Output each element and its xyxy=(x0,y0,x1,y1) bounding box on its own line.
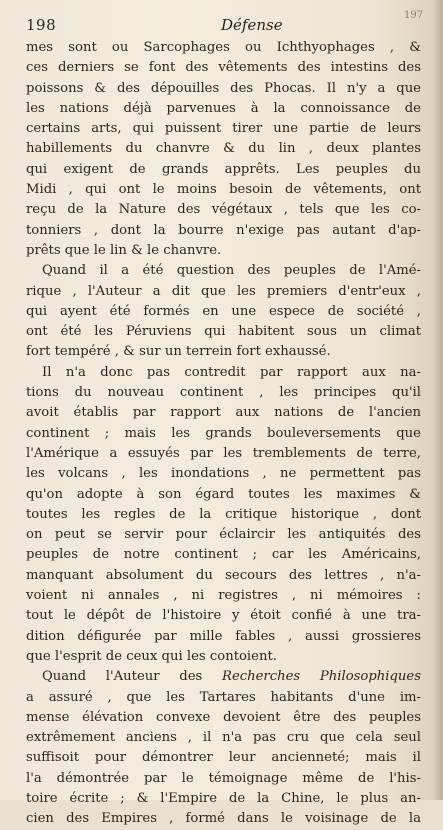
text-line-content: voient ni annales , ni registres , ni mémoires : xyxy=(26,588,421,604)
text-line-content: fort tempéré , & sur un terrein fort exhaussé. xyxy=(26,344,331,360)
text-line xyxy=(26,545,421,565)
text-line xyxy=(26,809,421,829)
text-line-content: prêts que le lin & le chanvre. xyxy=(26,242,222,258)
text-line xyxy=(26,200,421,220)
text-line xyxy=(26,789,421,809)
text-line-content: mense élévation convexe devoient être des peuples xyxy=(26,709,421,725)
text-line-content: qu'on adopte à son égard toutes les maximes & xyxy=(26,486,421,502)
text-line xyxy=(26,119,421,139)
text-line-content: avoit établis par rapport aux nations de l'ancien xyxy=(26,405,421,421)
text-line-content: les nations déjà parvenues à la connoissance de xyxy=(26,100,421,116)
text-line-content: ces derniers se font des vêtements des intestins des xyxy=(26,60,421,76)
text-line-content: qui ayent été formés en une espece de société , xyxy=(26,303,421,319)
text-line xyxy=(26,586,421,606)
text-line-content: certains arts, qui puissent tirer une partie de leurs xyxy=(26,121,421,137)
text-line xyxy=(26,363,421,383)
text-line xyxy=(26,79,421,99)
text-line-content: continent ; mais les grands bouleversements que xyxy=(26,425,421,441)
text-line xyxy=(26,688,421,708)
text-line xyxy=(26,221,421,241)
text-line-content: que l'esprit de ceux qui les contoient. xyxy=(26,648,277,664)
text-line-content: on peut se servir pour éclaircir les antiquités des xyxy=(26,527,421,543)
text-line xyxy=(26,485,421,505)
text-line xyxy=(26,241,421,261)
text-line-content: toutes les regles de la critique historique , dont xyxy=(26,506,421,522)
text-line-content: habillements du chanvre & du lin , deux plantes xyxy=(26,141,421,157)
text-line xyxy=(26,342,421,362)
folio-mark: 197 xyxy=(404,10,424,21)
text-line-content: a assuré , que les Tartares habitants d'une im- xyxy=(26,689,421,705)
text-line-content: Il n'a donc pas contredit par rapport aux na- xyxy=(42,364,421,380)
text-line xyxy=(26,525,421,545)
text-line xyxy=(26,282,421,302)
text-line xyxy=(26,464,421,484)
text-line xyxy=(26,444,421,464)
text-line-content: manquant absolument du secours des lettres , n'a- xyxy=(26,567,421,583)
text-line xyxy=(26,606,421,626)
text-line-content: mes sont ou Sarcophages ou Ichthyophages , & xyxy=(26,40,421,55)
text-line xyxy=(26,383,421,403)
text-line xyxy=(26,667,421,687)
text-line xyxy=(26,647,421,667)
text-line xyxy=(26,261,421,281)
text-line xyxy=(26,322,421,342)
text-line xyxy=(26,566,421,586)
text-line xyxy=(26,302,421,322)
text-line xyxy=(26,38,421,58)
text-line-content: l'a démontrée par le témoignage même de l'his- xyxy=(26,770,421,786)
text-line-content: qui exigent de grands apprêts. Les peuples du xyxy=(26,161,421,177)
text-line xyxy=(26,99,421,119)
text-line-content: tonniers , dont la bourre n'exige pas autant d'ap- xyxy=(26,222,421,238)
text-line xyxy=(26,180,421,200)
text-line xyxy=(26,769,421,789)
page-edge-shadow xyxy=(433,0,443,800)
text-line-content: dition défigurée par mille fables , aussi grossieres xyxy=(26,628,421,644)
text-line-content: Quand il a été question des peuples de l'Amé- xyxy=(42,263,421,279)
text-line xyxy=(26,160,421,180)
text-line xyxy=(26,728,421,748)
page-number: 198 xyxy=(26,16,57,34)
text-line-content: rique , l'Auteur a dit que les premiers d'entr'eux , xyxy=(26,283,421,299)
text-line xyxy=(26,139,421,159)
text-line-content: toire écrite ; & l'Empire de la Chine, le plus an- xyxy=(26,790,421,806)
text-line-content: reçu de la Nature des végétaux , tels que les co- xyxy=(26,202,421,218)
text-line-content: suffisoit pour démontrer leur ancienneté; mais il xyxy=(26,750,421,766)
text-line xyxy=(26,505,421,525)
text-line xyxy=(26,708,421,728)
text-line-content: tout le dépôt de l'histoire y étoit confié à une tra- xyxy=(26,608,421,624)
body-text xyxy=(26,38,421,830)
text-line-content: l'Amérique a essuyés par les tremblements de terre, xyxy=(26,445,421,461)
text-line-content: peuples de notre continent ; car les Américains, xyxy=(26,547,421,563)
text-line xyxy=(26,424,421,444)
text-line-content: Quand l'Auteur des xyxy=(42,669,203,685)
text-line-content: tions du nouveau continent , les principes qu'il xyxy=(26,385,421,401)
page-header xyxy=(26,10,424,38)
text-line-content: Midi , qui ont le moins besoin de vêtements, ont xyxy=(26,182,421,198)
text-line xyxy=(26,748,421,768)
text-line-content: ont été les Péruviens qui habitent sous un climat xyxy=(26,324,421,340)
italic-title: Recherches Philosophiques xyxy=(222,669,421,685)
running-title: Défense xyxy=(221,16,283,34)
text-line-content: cien des Empires , formé dans le voisinage de la xyxy=(26,811,421,827)
text-line xyxy=(26,627,421,647)
text-line xyxy=(26,403,421,423)
text-line-content: les volcans , les inondations , ne permettent pas xyxy=(26,466,421,482)
text-line xyxy=(26,58,421,78)
text-line-content: extrêmement anciens , il n'a pas cru que cela seul xyxy=(26,730,421,746)
text-line-content: poissons & des dépouilles des Phocas. Il n'y a que xyxy=(26,80,421,96)
